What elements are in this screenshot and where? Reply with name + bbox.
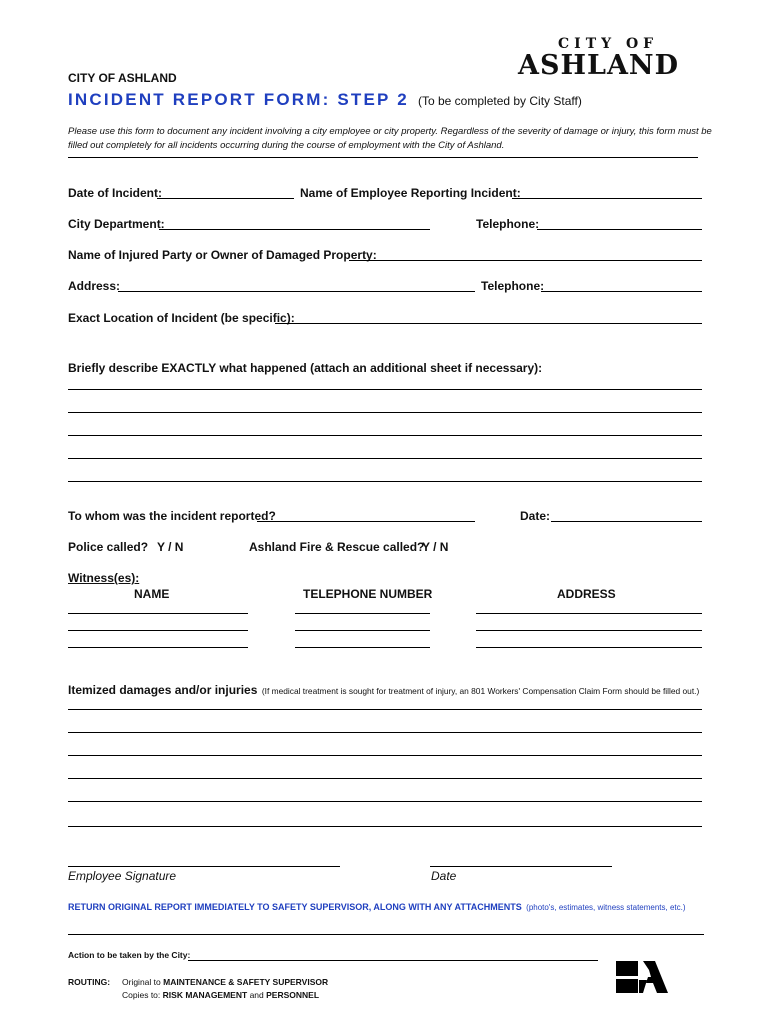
address-field[interactable] [118,291,475,292]
routing-copies [122,990,319,1000]
employee-reporting-label: Name of Employee Reporting Incident: [300,186,521,200]
routing-and: and [249,990,264,1000]
form-title: INCIDENT REPORT FORM: STEP 2 [68,90,409,109]
return-notice-main: RETURN ORIGINAL REPORT IMMEDIATELY TO SAFETY SUPERVISOR, ALONG WITH ANY ATTACHMENTS [68,902,522,912]
witness-phone-field[interactable] [295,647,430,648]
logo-city-of-text: CITY OF [558,36,659,52]
witness-address-field[interactable] [476,613,702,614]
reported-to-label: To whom was the incident reported? [68,509,276,523]
routing-copies-target-1: RISK MANAGEMENT [162,990,248,1000]
exact-location-label: Exact Location of Incident (be specific): [68,311,295,325]
damages-line[interactable] [68,778,702,779]
injured-party-field[interactable] [349,260,702,261]
date-label: Date: [520,509,551,523]
routing-copies-prefix: Copies to: [122,990,161,1000]
footer-divider [68,934,704,935]
city-department-field[interactable] [159,229,430,230]
return-notice [68,897,686,915]
witness-name-header: NAME [134,587,170,601]
intro-text: Please use this form to document any incident involving a city employee or city property. Regardless of the severity of damage or injury, this form must be filled out completely for all incidents occurring during the course of employment with the City of Ashland. [68,126,712,151]
reported-to-field[interactable] [257,521,475,522]
routing-original [122,977,328,987]
witness-address-field[interactable] [476,647,702,648]
describe-label: Briefly describe EXACTLY what happened (attach an additional sheet if necessary): [68,361,543,375]
injured-party-label: Name of Injured Party or Owner of Damaged Property: [68,248,377,262]
damages-line[interactable] [68,732,702,733]
telephone-label-2: Telephone: [481,279,545,293]
routing-original-target: MAINTENANCE & SAFETY SUPERVISOR [163,977,329,987]
damages-header [68,681,699,699]
describe-line[interactable] [68,389,702,390]
witness-phone-header: TELEPHONE NUMBER [303,587,433,601]
telephone-label-1: Telephone: [476,217,540,231]
describe-line[interactable] [68,458,702,459]
ashland-a-logo-icon [613,958,669,996]
date-field[interactable] [551,521,702,522]
employee-signature-label: Employee Signature [68,869,177,883]
describe-line[interactable] [68,412,702,413]
header-divider [68,157,698,158]
signature-date-label: Date [431,869,457,883]
fire-called-yn[interactable]: Y / N [422,540,449,554]
witness-name-field[interactable] [68,613,248,614]
city-department-label: City Department: [68,217,165,231]
witness-address-header: ADDRESS [557,587,616,601]
action-label: Action to be taken by the City: [68,950,191,960]
damages-line[interactable] [68,826,702,827]
return-notice-detail: (photo's, estimates, witness statements, etc.) [526,903,686,912]
fire-called-label: Ashland Fire & Rescue called? [249,540,425,554]
witness-name-field[interactable] [68,630,248,631]
damages-label: Itemized damages and/or injuries [68,683,258,697]
action-field[interactable] [188,960,598,961]
exact-location-field[interactable] [275,323,702,324]
telephone-field-1[interactable] [537,229,702,230]
police-called-yn[interactable]: Y / N [157,540,184,554]
employee-signature-field[interactable] [68,866,340,867]
witness-name-field[interactable] [68,647,248,648]
date-of-incident-field[interactable] [157,198,294,199]
telephone-field-2[interactable] [541,291,702,292]
date-of-incident-label: Date of Incident: [68,186,163,200]
logo-ashland-text: ASHLAND [518,50,679,81]
describe-line[interactable] [68,481,702,482]
routing-copies-target-2: PERSONNEL [266,990,320,1000]
witness-phone-field[interactable] [295,630,430,631]
police-called-label: Police called? [68,540,149,554]
routing-original-prefix: Original to [122,977,161,987]
city-logo [510,36,705,86]
describe-line[interactable] [68,435,702,436]
witness-phone-field[interactable] [295,613,430,614]
witness-address-field[interactable] [476,630,702,631]
org-name: CITY OF ASHLAND [68,71,177,85]
damages-line[interactable] [68,755,702,756]
signature-date-field[interactable] [430,866,612,867]
damages-line[interactable] [68,801,702,802]
employee-reporting-field[interactable] [512,198,702,199]
form-subtitle: (To be completed by City Staff) [418,94,582,108]
damages-note: (If medical treatment is sought for treatment of injury, an 801 Workers' Compensation Claim Form should be filled out.) [261,686,700,696]
witness-label: Witness(es): [68,571,140,585]
address-label: Address: [68,279,121,293]
damages-line[interactable] [68,709,702,710]
routing-label: ROUTING: [68,977,111,987]
